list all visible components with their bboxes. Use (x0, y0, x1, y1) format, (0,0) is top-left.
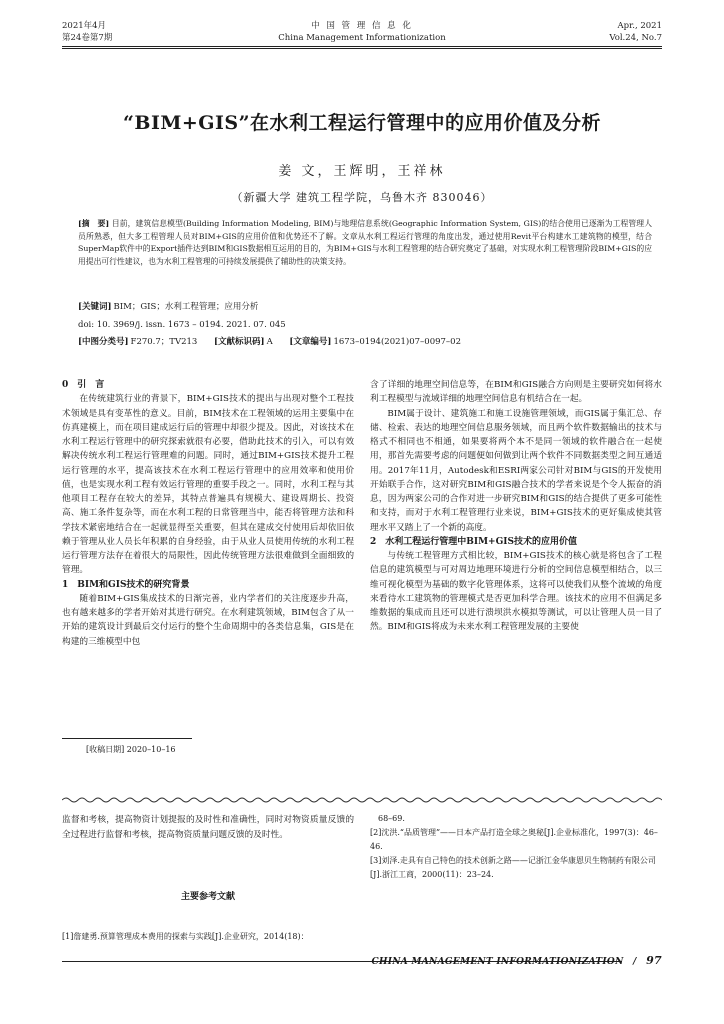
header-date-en: Apr., 2021 (617, 21, 662, 31)
left-column (62, 378, 354, 649)
header-volume-cn: 第24卷第7期 (62, 33, 113, 43)
previous-article-text: 监督和考核，提高物资计划提报的及时性和准确性，同时对物资质量反馈的全过程进行监督和考核，提高物资质量问题反馈的及时性。 (62, 815, 354, 840)
header-rule (62, 46, 662, 47)
header-date-cn: 2021年4月 (62, 21, 107, 31)
abstract-label: [摘 要] (78, 219, 110, 228)
footer-separator: / (633, 957, 637, 967)
article-no-value: 1673–0194(2021)07–0097–02 (333, 337, 461, 347)
continued-paragraph: 含了详细的地理空间信息等，在BIM和GIS融合方向则是主要研究如何将水利工程模型与流域详细的地理空间信息有机结合在一起。 (370, 380, 662, 405)
keywords-text: BIM；GIS；水利工程管理；应用分析 (113, 302, 259, 312)
keywords-label: [关键词] (78, 302, 112, 312)
intro-paragraph: 在传统建筑行业的背景下，BIM+GIS技术的提出与出现对整个工程技术领域是具有变革性的意义。目前，BIM技术在工程领域的运用主要集中在仿真建模上，而在项目建成运行后的管理中却很少提及。因此，对该技术在水利工程运行管理中的研究探索就很有必要，借助此技术的引入，可以有效解决传统水利工程运行管理难的问题。同时，通过BIM+GIS技术提升工程运行管理的水平，提高该技术在水利工程运行管理中的应用效率和使用价值，也是实现水利工程有效运行管理的重要手段之一。同时，水利工程与其他项目工程存在较大的差异，其特点普遍具有规模大、建设周期长、投资高、施工条件复杂等，而在水利工程的日常管理当中，能否将管理方法和科学技术紧密地结合在一起就显得至关重要，但其在建成交付使用后却依旧依赖于管理从业人员长年积累的自身经验，由于从业人员使用传统的水利工程运行管理方法存在着很大的局限性，因此传统管理方法很难做到全面细致的管理。 (62, 394, 354, 576)
bim-gis-paragraph: BIM属于设计、建筑施工和施工设施管理领域，而GIS属于集汇总、存储、检索、表达的地理空间信息服务领域，而且两个软件数据输出的技术与格式不相同也不相通，如果要将两个本不是同一领域的软件融合在一起使用，那首先需要考虑的问题便如何做到让两个软件不同数据类型之间互通适用。2017年11月，Autodesk和ESRI两家公司针对BIM与GIS的开发使用开始联手合作，这对研究BIM和GIS融合技术的学者来说是个令人振奋的消息，因为两家公司的合作对进一步研究BIM和GIS的结合提供了更多可能性和支持，而对于水利工程管理行业来说，BIM+GIS技术的更好集成使其管理水平又踏上了一个新的高度。 (370, 408, 662, 533)
doi: doi: 10. 3969/j. issn. 1673 – 0194. 2021. 07. 045 (78, 320, 286, 330)
page-footer (371, 954, 662, 967)
right-column (370, 378, 662, 635)
application-paragraph: 与传统工程管理方式相比较，BIM+GIS技术的核心就是将包含了工程信息的建筑模型与可对周边地理环境进行分析的空间信息模型相结合，以三维可视化模型为基础的数字化管理体系，这将可以使我们从整个流域的角度来看待水工建筑物的管理模式是否更加科学合理。该技术的应用不但满足多维数据的集成而且还可以进行溃坝洪水模拟等测试，可以让管理人员一目了然。BIM和GIS将成为未来水利工程管理发展的主要使 (370, 551, 662, 633)
header-journal-cn: 中 国 管 理 信 息 化 (311, 21, 413, 31)
section-1-heading: 1 BIM和GIS技术的研究背景 (62, 579, 190, 590)
header-journal-en: China Management Informationization (278, 33, 446, 43)
keywords (78, 300, 652, 314)
footnote-rule (62, 738, 192, 739)
footer-journal-name: CHINA MANAGEMENT INFORMATIONIZATION (371, 957, 624, 967)
received-date: [收稿日期] 2020–10–16 (86, 745, 176, 754)
reference-2: [2]沈洪.“品质管理”——日本产品打造全球之奥秘[J].企业标准化，1997(3)：46–46. (370, 828, 658, 851)
section-0-heading: 0 引 言 (62, 380, 105, 390)
wavy-separator (62, 796, 662, 804)
classification-line (78, 335, 652, 349)
clc-value: F270.7；TV213 (130, 337, 198, 347)
reference-1: [1]詹建勇.预算管理成本费用的探索与实践[J].企业研究，2014(18)： (62, 932, 309, 941)
reference-3: [3]刘泽.走具有自己特色的技术创新之路——记浙江金华康恩贝生物制药有限公司[J].浙江工商，2000(11)：23–24. (370, 856, 656, 879)
doc-code-value: A (266, 337, 273, 347)
abstract (78, 218, 652, 268)
page-number: 97 (646, 954, 662, 967)
article-title: “BIM+GIS”在水利工程运行管理中的应用价值及分析 (122, 112, 602, 134)
article-authors: 姜 文，王辉明，王祥林 (278, 164, 446, 179)
abstract-text: 目前，建筑信息模型(Building Information Modeling, BIM)与地理信息系统(Geographic Information System, GIS)的结合使用已逐渐为工程管理人员所熟悉，但大多工程管理人员对BIM+GIS的应用价值和优势还不了解。文章从水利工程运行管理的角度出发，通过使用Revit平台构建水工建筑物的模型，结合SuperMap软件中的Export插件达到BIM和GIS数据相互运用的目的，为BIM+GIS与水利工程管理的结合研究奠定了基础，对实现水利工程管理阶段BIM+GIS的应用提出可行性建议，也为水利工程管理的可持续发展提供了辅助性的决策支持。 (78, 219, 652, 266)
header-date (62, 20, 112, 44)
header-volume-en: Vol.24, No.7 (609, 33, 662, 43)
references-right (370, 812, 662, 882)
background-paragraph: 随着BIM+GIS集成技术的日渐完善，业内学者们的关注度逐步升高，也有越来越多的学者开始对其进行研究。在水利建筑领域，BIM包含了从一开始的建筑设计到最后交付运行的整个生命周期中的各类信息集，GIS是在构建的三维模型中包 (62, 593, 354, 647)
reference-1-continued: 68–69. (378, 814, 405, 823)
references-heading: 主要参考文献 (180, 892, 235, 902)
header-issue (609, 20, 662, 44)
doc-code-label: [文献标识码] (214, 337, 265, 347)
clc-label: [中图分类号] (78, 337, 129, 347)
section-2-heading: 2 水利工程运行管理中BIM+GIS技术的应用价值 (370, 536, 577, 547)
article-affiliation: （新疆大学 建筑工程学院，乌鲁木齐 830046） (231, 191, 493, 204)
article-no-label: [文章编号] (289, 337, 332, 347)
header-rule-2 (62, 48, 662, 49)
header-journal (200, 20, 524, 44)
